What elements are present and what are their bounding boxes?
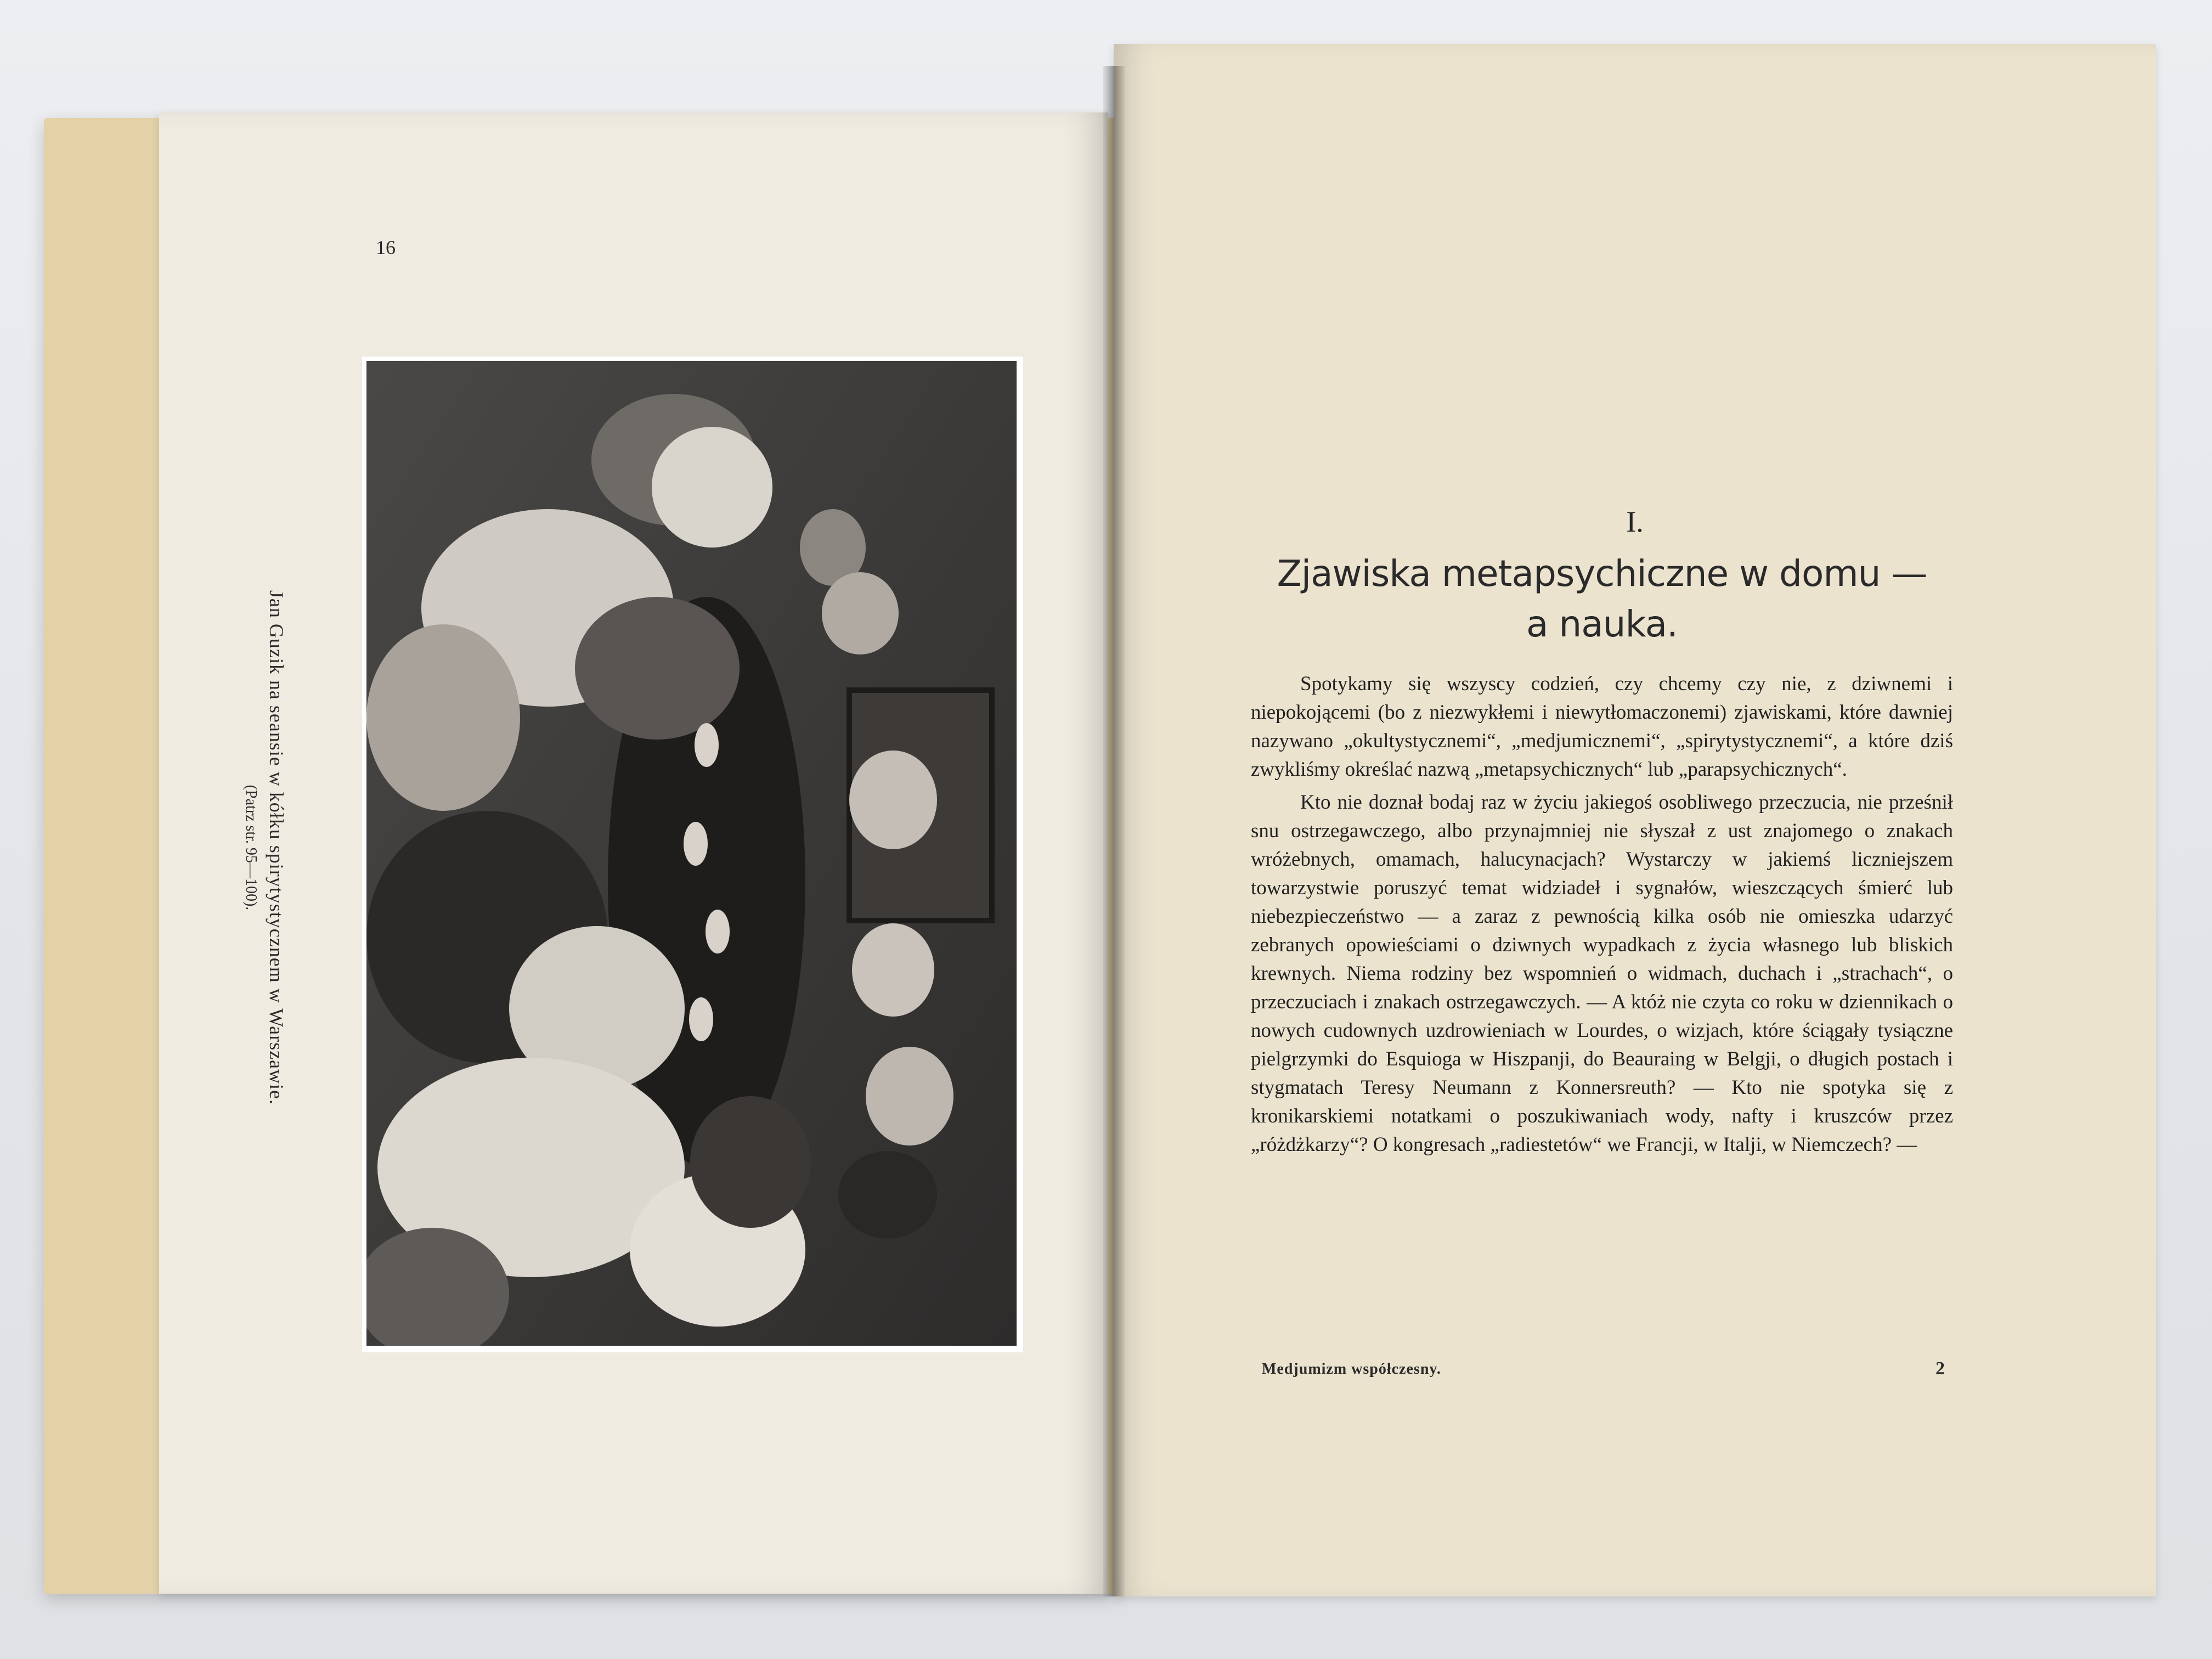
seance-photograph [366, 361, 1017, 1346]
book-gutter [1103, 66, 1125, 1596]
photo-caption [228, 518, 288, 1177]
footer-signature-number: 2 [1936, 1358, 1945, 1379]
page-footer [1262, 1358, 1945, 1379]
paragraph-1: Spotykamy się wszyscy codzień, czy chcemy czy nie, z dziwnemi i niepokojącemi (bo z niezwykłemi i niewytłomaczonemi) zjawiskami, które dawniej nazywano „okultystycznemi“, „medjumicznemi“, „spirytystycznemi“, a które dziś zwykliśmy określać nazwą „metapsychicznych“ lub „parapsychicznych“. [1251, 672, 1953, 781]
chapter-number: I. [1626, 505, 1644, 538]
chapter-text-block [1251, 505, 1953, 1164]
chapter-title-line-2: a nauka. [1526, 603, 1678, 646]
seance-photograph-image [366, 361, 1017, 1346]
chapter-title [1251, 549, 1953, 650]
photo-caption-reference: (Patrz str. 95—100). [242, 785, 259, 911]
photo-caption-main: Jan Guzik na seansie w kółku spirytystycznem w Warszawie. [266, 590, 287, 1105]
left-page-number: 16 [376, 236, 396, 258]
footer-book-title: Medjumizm współczesny. [1262, 1361, 1441, 1378]
paragraph-2: Kto nie doznał bodaj raz w życiu jakiegoś osobliwego przeczucia, nie prześnił snu ostrzegawczego, albo przynajmniej nie słyszał z ust znajomego o znakach wróżebnych, omamach, halucynacjach? Wystarczy w jakiemś liczniejszem towarzystwie poruszyć temat widziadeł i sygnałów, wieszczących śmierć lub niebezpieczeństwo — a zaraz z pewnością kilka osób nie omieszka udarzyć zebranych opowieściami o dziwnych wypadkach z życia własnego lub bliskich krewnych. Niema rodziny bez wspomnień o widmach, duchach i „strachach“, o przeczuciach i znakach ostrzegawczych. — A któż nie czyta co roku w dziennikach o nowych cudownych uzdrowieniach w Lourdes, o wizjach, które ściągały tysiączne pielgrzymki do Esquioga w Hiszpanji, do Beauraing w Belgji, o długich postach i stygmatach Teresy Neumann z Konnersreuth? — Kto nie spotyka się z kronikarskiemi notatkami o poszukiwaniach wody, nafty i kruszców przez „różdżkarzy“? O kongresach „radiestetów“ we Francji, w Italji, w Niemczech? — [1251, 791, 1953, 1156]
photograph-frame [362, 357, 1023, 1352]
chapter-title-line-1: Zjawiska metapsychiczne w domu — [1277, 552, 1927, 595]
